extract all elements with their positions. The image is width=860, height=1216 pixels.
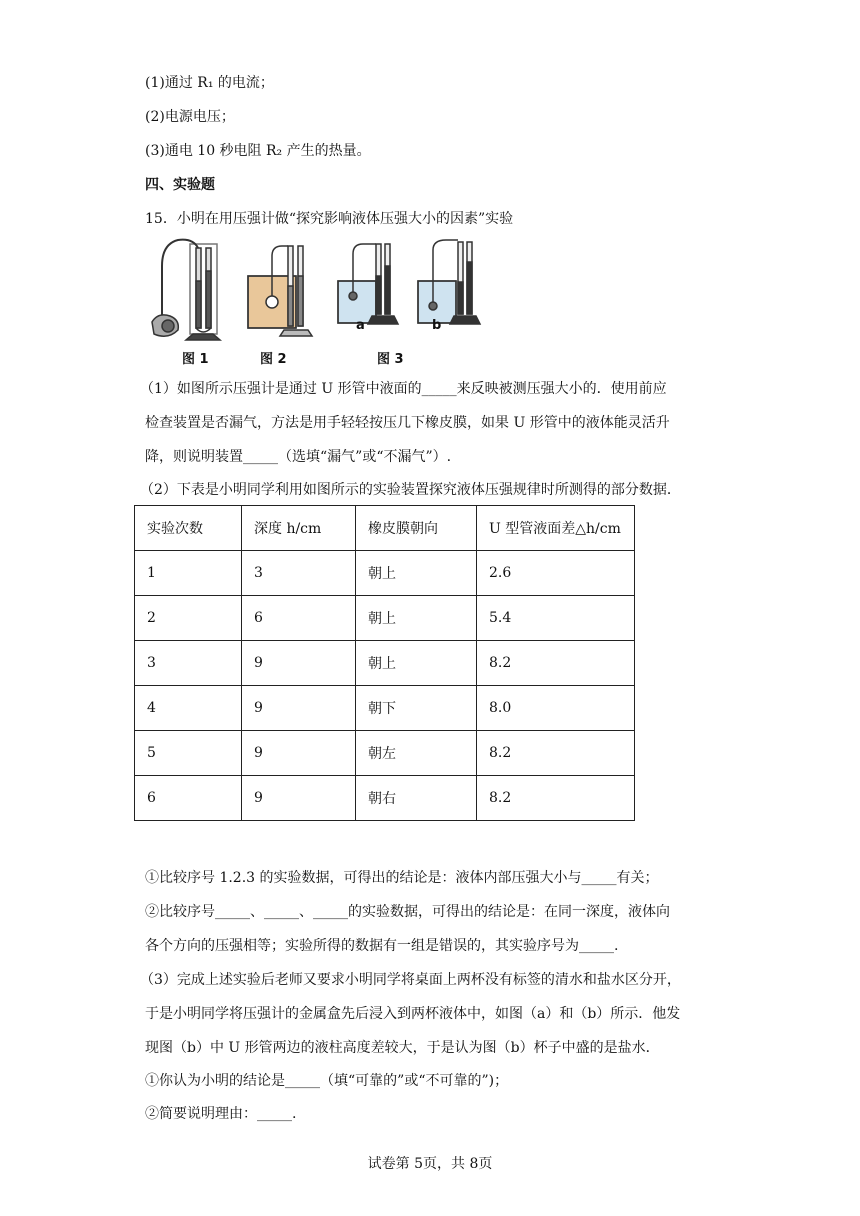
part1-line-1: （1）如图所示压强计是通过 U 形管中液面的_____来反映被测压强大小的．使用前应 [140,381,667,397]
figure-1-label: 图 1 [182,352,209,367]
table-cell: 9 [242,641,356,686]
table-cell: 1 [135,551,242,596]
figure-3-label: 图 3 [377,352,404,367]
table-cell: 朝上 [356,641,477,686]
table-cell: 9 [242,686,356,731]
part1-line-2: 检查装置是否漏气，方法是用手轻轻按压几下橡皮膜，如果 U 形管中的液体能灵活升 [145,415,670,431]
table-cell: 9 [242,776,356,821]
table-cell: 朝左 [356,731,477,776]
table-cell: 2.6 [477,551,635,596]
table-cell: 3 [242,551,356,596]
table-row [135,776,635,821]
question-item-2: (2)电源电压； [145,109,235,125]
table-cell: 朝上 [356,596,477,641]
figure-3b-label: b [432,318,442,333]
table-header-cell: U 型管液面差△h/cm [477,506,635,551]
figure-3a-drawing [338,244,398,324]
experiment-figures [148,236,488,372]
table-cell: 6 [242,596,356,641]
part2-question-1: ①比较序号 1.2.3 的实验数据，可得出的结论是：液体内部压强大小与_____有关； [145,870,659,886]
part3-line-3: 现图（b）中 U 形管两边的液柱高度差较大，于是认为图（b）杯子中盛的是盐水． [145,1040,660,1056]
part3-line-5: ②简要说明理由：_____. [145,1106,297,1122]
table-header-row [135,506,635,551]
question-title: 15．小明在用压强计做“探究影响液体压强大小的因素”实验 [145,211,514,227]
table-row [135,686,635,731]
table-cell: 8.0 [477,686,635,731]
table-row [135,731,635,776]
table-cell: 5.4 [477,596,635,641]
table-cell: 4 [135,686,242,731]
table-cell: 朝下 [356,686,477,731]
table-cell: 朝上 [356,551,477,596]
part3-line-1: （3）完成上述实验后老师又要求小明同学将桌面上两杯没有标签的清水和盐水区分开， [140,972,681,988]
figure-1-drawing [152,240,220,340]
part1-line-3: 降，则说明装置_____（选填“漏气”或“不漏气”）. [145,449,452,465]
data-table [134,505,635,821]
section-title: 四、实验题 [145,177,215,193]
table-cell: 2 [135,596,242,641]
figure-3a-label: a [356,318,365,333]
table-header-cell: 深度 h/cm [242,506,356,551]
question-item-3: (3)通电 10 秒电阻 R₂ 产生的热量。 [145,143,371,159]
table-cell: 8.2 [477,641,635,686]
table-row [135,551,635,596]
part2-question-3: 各个方向的压强相等；实验所得的数据有一组是错误的，其实验序号为_____. [145,938,619,954]
table-header-cell: 橡皮膜朝向 [356,506,477,551]
table-cell: 6 [135,776,242,821]
page-footer: 试卷第 5页，共 8页 [367,1156,493,1172]
figure-2-label: 图 2 [260,352,287,367]
table-row [135,596,635,641]
table-cell: 8.2 [477,731,635,776]
figure-3b-drawing [418,240,480,324]
table-cell: 朝右 [356,776,477,821]
part3-line-2: 于是小明同学将压强计的金属盒先后浸入到两杯液体中，如图（a）和（b）所示．他发 [145,1006,681,1022]
table-cell: 8.2 [477,776,635,821]
question-item-1: (1)通过 R₁ 的电流； [145,75,274,91]
part2-intro: （2）下表是小明同学利用如图所示的实验装置探究液体压强规律时所测得的部分数据． [140,482,681,498]
table-cell: 3 [135,641,242,686]
part3-line-4: ①你认为小明的结论是_____（填“可靠的”或“不可靠的”)； [145,1073,509,1089]
figure-2-drawing [248,246,312,336]
table-row [135,641,635,686]
table-cell: 9 [242,731,356,776]
table-header-cell: 实验次数 [135,506,242,551]
table-cell: 5 [135,731,242,776]
part2-question-2: ②比较序号_____、_____、_____的实验数据，可得出的结论是：在同一深度，液体向 [145,904,670,920]
